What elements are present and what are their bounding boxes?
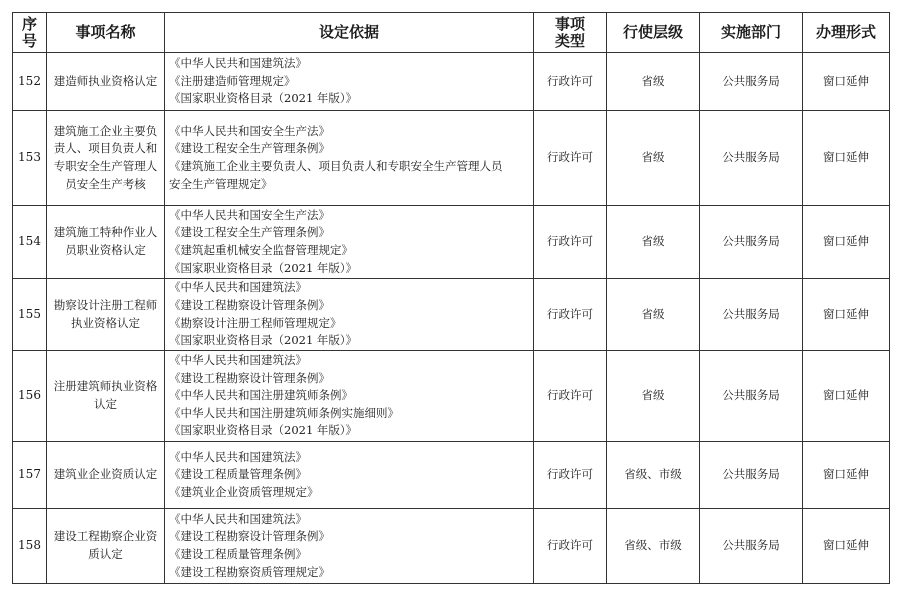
implementing-dept: 公共服务局 <box>700 442 803 509</box>
item-name: 注册建筑师执业资格认定 <box>47 351 165 442</box>
basis-line: 《勘察设计注册工程师管理规定》 <box>169 315 342 330</box>
basis-line: 安全生产管理规定》 <box>169 176 273 191</box>
basis-line: 《建设工程质量管理条例》 <box>169 547 307 561</box>
legal-basis <box>165 111 534 206</box>
table-row <box>13 279 890 351</box>
basis-line: 《中华人民共和国注册建筑师条例实施细则》 <box>169 405 399 420</box>
item-type: 行政许可 <box>534 53 607 111</box>
legal-basis <box>165 279 534 351</box>
item-name: 建设工程勘察企业资质认定 <box>47 509 165 584</box>
implementing-dept: 公共服务局 <box>700 206 803 279</box>
basis-line: 《建设工程质量管理条例》 <box>169 467 307 482</box>
exercise-level: 省级 <box>607 279 700 351</box>
handling-form: 窗口延伸 <box>803 509 890 584</box>
header-no: 序 号 <box>13 13 47 53</box>
table-row <box>13 206 890 279</box>
implementing-dept: 公共服务局 <box>700 351 803 442</box>
handling-form: 窗口延伸 <box>803 351 890 442</box>
header-form: 办理形式 <box>803 13 890 53</box>
basis-line: 《中华人民共和国建筑法》 <box>169 511 307 526</box>
legal-basis <box>165 206 534 279</box>
basis-line: 《建设工程安全生产管理条例》 <box>169 225 330 240</box>
item-type: 行政许可 <box>534 279 607 351</box>
basis-line: 《中华人民共和国建筑法》 <box>169 56 307 71</box>
basis-line: 《建设工程安全生产管理条例》 <box>169 141 330 156</box>
row-number: 157 <box>13 442 47 509</box>
legal-basis <box>165 442 534 509</box>
exercise-level: 省级 <box>607 206 700 279</box>
header-type: 事项 类型 <box>534 13 607 53</box>
basis-line: 《注册建造师管理规定》 <box>169 73 296 88</box>
basis-line: 《建设工程勘察设计管理条例》 <box>169 529 330 544</box>
exercise-level: 省级、市级 <box>607 509 700 584</box>
item-type: 行政许可 <box>534 351 607 442</box>
row-number: 153 <box>13 111 47 206</box>
item-type: 行政许可 <box>534 111 607 206</box>
basis-line: 《建设工程勘察设计管理条例》 <box>169 297 330 312</box>
legal-basis <box>165 351 534 442</box>
basis-line: 《建筑业企业资质管理规定》 <box>169 484 319 499</box>
table-row <box>13 53 890 111</box>
row-number: 154 <box>13 206 47 279</box>
exercise-level: 省级 <box>607 53 700 111</box>
item-type: 行政许可 <box>534 442 607 509</box>
item-name: 建筑业企业资质认定 <box>47 442 165 509</box>
handling-form: 窗口延伸 <box>803 53 890 111</box>
table-row <box>13 442 890 509</box>
row-number: 156 <box>13 351 47 442</box>
table-row <box>13 509 890 584</box>
table-row <box>13 351 890 442</box>
basis-line: 《建设工程勘察设计管理条例》 <box>169 370 330 385</box>
implementing-dept: 公共服务局 <box>700 53 803 111</box>
header-name: 事项名称 <box>47 13 165 53</box>
implementing-dept: 公共服务局 <box>700 509 803 584</box>
exercise-level: 省级 <box>607 111 700 206</box>
header-row <box>13 13 890 53</box>
basis-line: 《国家职业资格目录（2021 年版）》 <box>169 333 358 348</box>
basis-line: 《国家职业资格目录（2021 年版）》 <box>169 260 358 275</box>
row-number: 155 <box>13 279 47 351</box>
handling-form: 窗口延伸 <box>803 279 890 351</box>
exercise-level: 省级 <box>607 351 700 442</box>
implementing-dept: 公共服务局 <box>700 111 803 206</box>
basis-line: 《中华人民共和国建筑法》 <box>169 353 307 368</box>
basis-line: 《中华人民共和国建筑法》 <box>169 280 307 295</box>
basis-line: 《建设工程勘察资质管理规定》 <box>169 564 330 579</box>
legal-basis <box>165 509 534 584</box>
legal-basis <box>165 53 534 111</box>
handling-form: 窗口延伸 <box>803 442 890 509</box>
row-number: 158 <box>13 509 47 584</box>
handling-form: 窗口延伸 <box>803 111 890 206</box>
row-number: 152 <box>13 53 47 111</box>
item-name: 建造师执业资格认定 <box>47 53 165 111</box>
item-type: 行政许可 <box>534 206 607 279</box>
basis-line: 《中华人民共和国建筑法》 <box>169 449 307 464</box>
item-name: 勘察设计注册工程师执业资格认定 <box>47 279 165 351</box>
item-type: 行政许可 <box>534 509 607 584</box>
header-dept: 实施部门 <box>700 13 803 53</box>
table-row <box>13 111 890 206</box>
header-level: 行使层级 <box>607 13 700 53</box>
basis-line: 《国家职业资格目录（2021 年版）》 <box>169 91 358 106</box>
exercise-level: 省级、市级 <box>607 442 700 509</box>
item-name: 建筑施工特种作业人员职业资格认定 <box>47 206 165 279</box>
basis-line: 《中华人民共和国注册建筑师条例》 <box>169 388 353 403</box>
implementing-dept: 公共服务局 <box>700 279 803 351</box>
item-name: 建筑施工企业主要负责人、项目负责人和专职安全生产管理人员安全生产考核 <box>47 111 165 206</box>
handling-form: 窗口延伸 <box>803 206 890 279</box>
basis-line: 《中华人民共和国安全生产法》 <box>169 207 330 222</box>
basis-line: 《建筑施工企业主要负责人、项目负责人和专职安全生产管理人员 <box>169 159 503 173</box>
basis-line: 《建筑起重机械安全监督管理规定》 <box>169 243 353 257</box>
items-table <box>12 12 890 584</box>
basis-line: 《国家职业资格目录（2021 年版）》 <box>169 423 358 438</box>
basis-line: 《中华人民共和国安全生产法》 <box>169 123 330 138</box>
header-basis: 设定依据 <box>165 13 534 53</box>
